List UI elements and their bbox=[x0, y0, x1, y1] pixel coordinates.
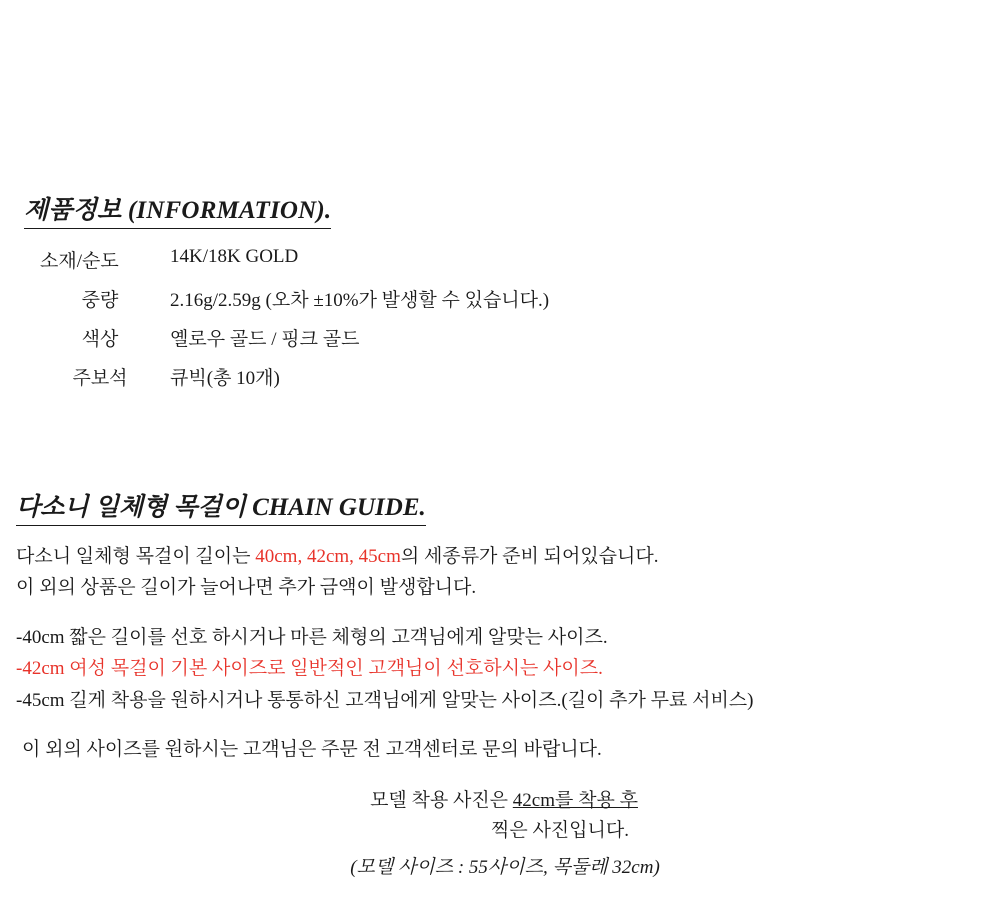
model-note-line2: 찍은 사진입니다. bbox=[491, 820, 629, 842]
model-note-size: 42cm를 착용 후 bbox=[512, 790, 638, 811]
intro-suffix: 의 세종류가 준비 되어있습니다. bbox=[400, 546, 659, 567]
model-note bbox=[0, 786, 1000, 883]
spec-value-weight: 2.16g/2.59g (오차 ±10%가 발생할 수 있습니다.) bbox=[170, 290, 550, 311]
model-note-line1 bbox=[0, 786, 1000, 816]
size-option-40cm: -40cm 짧은 길이를 선호 하시거나 마른 체형의 고객님에게 알맞는 사이즈. bbox=[16, 626, 608, 648]
size-option-42cm: -42cm 여성 목걸이 기본 사이즈로 일반적인 고객님이 선호하시는 사이즈. bbox=[16, 658, 603, 680]
intro-prefix: 다소니 일체형 목걸이 길이는 bbox=[16, 546, 256, 567]
table-row bbox=[36, 318, 549, 357]
spec-value-material: 14K/18K GOLD bbox=[170, 246, 299, 267]
spec-label-color: 색상 bbox=[81, 329, 119, 350]
chain-guide-heading: 다소니 일체형 목걸이 CHAIN GUIDE. bbox=[16, 487, 426, 526]
information-heading: 제품정보 (INFORMATION). bbox=[24, 190, 331, 229]
table-row bbox=[36, 279, 549, 318]
intro-sizes: 40cm, 42cm, 45cm bbox=[255, 546, 401, 567]
spec-label-weight: 중량 bbox=[81, 290, 119, 311]
spec-value-color: 옐로우 골드 / 핑크 골드 bbox=[170, 329, 360, 350]
product-spec-table bbox=[36, 240, 549, 396]
size-option-45cm: -45cm 길게 착용을 원하시거나 통통하신 고객님에게 알맞는 사이즈.(길이 추가 무료 서비스) bbox=[16, 689, 754, 711]
chain-guide-intro-line1 bbox=[16, 542, 976, 571]
table-row bbox=[36, 357, 549, 396]
spec-label-stone: 주보석 bbox=[72, 368, 128, 389]
table-row bbox=[36, 240, 549, 279]
spec-label-material: 소재/순도 bbox=[40, 251, 119, 272]
spec-value-stone: 큐빅(총 10개) bbox=[170, 368, 280, 389]
chain-guide-intro-line2: 이 외의 상품은 길이가 늘어나면 추가 금액이 발생합니다. bbox=[16, 577, 477, 599]
chain-guide-body bbox=[16, 542, 976, 767]
model-note-line3: (모델 사이즈 : 55사이즈, 목둘레 32cm) bbox=[350, 856, 660, 878]
chain-guide-closing: 이 외의 사이즈를 원하시는 고객님은 주문 전 고객센터로 문의 바랍니다. bbox=[22, 739, 602, 761]
model-note-prefix: 모델 착용 사진은 bbox=[370, 790, 513, 811]
